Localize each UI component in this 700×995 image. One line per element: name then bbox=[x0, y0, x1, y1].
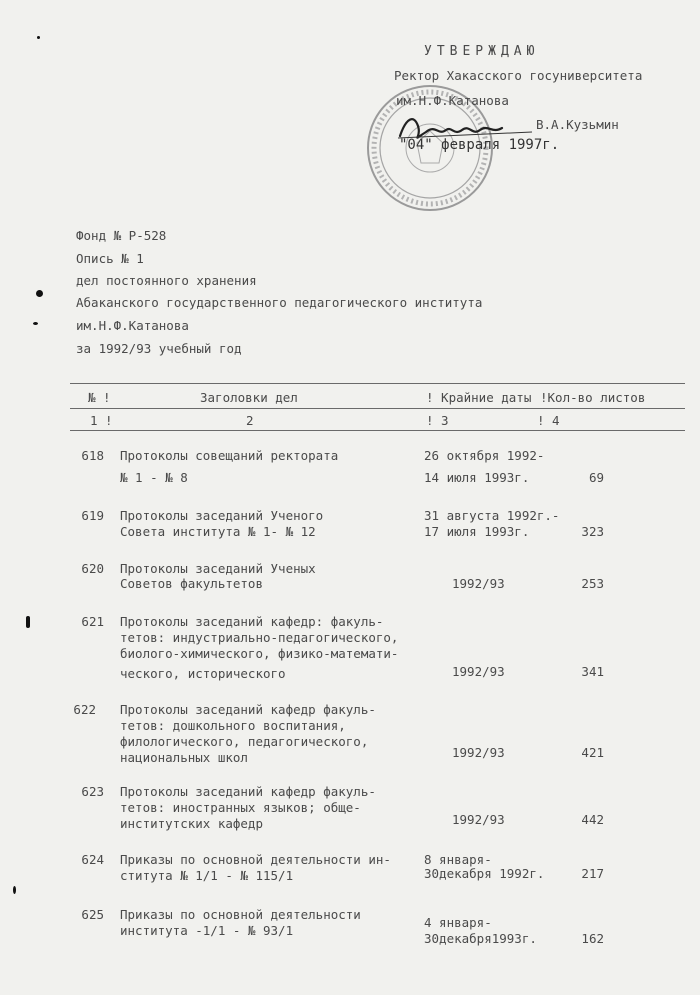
row-title-line: ститута № 1/1 - № 115/1 bbox=[120, 868, 294, 883]
row-title-line: Советов факультетов bbox=[120, 576, 263, 591]
table-mid-rule bbox=[70, 408, 685, 409]
row-number: 620 bbox=[81, 561, 104, 576]
col-header-titles: Заголовки дел bbox=[200, 390, 298, 405]
row-title-line: национальных школ bbox=[120, 750, 248, 765]
table-top-rule bbox=[70, 383, 685, 384]
row-title-line: Протоколы заседаний кафедр: факуль- bbox=[120, 614, 384, 629]
scan-speck bbox=[13, 886, 16, 894]
row-title-line: тетов: индустриально-педагогического, bbox=[120, 630, 399, 645]
row-dates-line: 1992/93 bbox=[452, 576, 505, 591]
row-sheet-count: 421 bbox=[581, 745, 604, 760]
col-index-1: 1 ! bbox=[90, 413, 113, 428]
row-number: 621 bbox=[81, 614, 104, 629]
row-sheet-count: 442 bbox=[581, 812, 604, 827]
col-header-dates: ! Крайние даты bbox=[426, 390, 532, 405]
opis-number: Опись № 1 bbox=[76, 251, 144, 266]
row-dates-line: 4 января- bbox=[424, 915, 492, 930]
row-title-line: Протоколы заседаний кафедр факуль- bbox=[120, 784, 376, 799]
row-number: 622 bbox=[73, 702, 96, 717]
scan-speck bbox=[36, 290, 43, 297]
approval-title: УТВЕРЖДАЮ bbox=[424, 44, 540, 59]
col-index-4: ! 4 bbox=[537, 413, 560, 428]
row-dates-line: 30декабря 1992г. bbox=[424, 866, 545, 881]
col-index-2: 2 bbox=[246, 413, 254, 428]
row-number: 618 bbox=[81, 448, 104, 463]
header-institute-line: Абаканского государственного педагогического института bbox=[76, 295, 483, 310]
row-sheet-count: 217 bbox=[581, 866, 604, 881]
row-dates-line: 1992/93 bbox=[452, 812, 505, 827]
col-index-3: ! 3 bbox=[426, 413, 449, 428]
header-year-line: за 1992/93 учебный год bbox=[76, 341, 242, 356]
row-title-line: Протоколы совещаний ректората bbox=[120, 448, 339, 463]
col-header-sheets: !Кол-во листов bbox=[540, 390, 646, 405]
approval-university-name: им.Н.Ф.Катанова bbox=[396, 93, 509, 108]
row-title-line: Протоколы заседаний кафедр факуль- bbox=[120, 702, 376, 717]
row-title-line: Приказы по основной деятельности ин- bbox=[120, 852, 391, 867]
scan-speck bbox=[37, 36, 40, 39]
row-dates-line: 1992/93 bbox=[452, 664, 505, 679]
table-header-bottom-rule bbox=[70, 430, 685, 431]
row-title-line: биолого-химического, физико-математи- bbox=[120, 646, 399, 661]
approval-date: "04" февраля 1997г. bbox=[399, 137, 560, 153]
row-sheet-count: 341 bbox=[581, 664, 604, 679]
row-title-line: Приказы по основной деятельности bbox=[120, 907, 361, 922]
row-title-line: ческого, исторического bbox=[120, 666, 286, 681]
row-dates-line: 26 октября 1992- bbox=[424, 448, 545, 463]
row-dates-line: 31 августа 1992г.- bbox=[424, 508, 560, 523]
row-number: 624 bbox=[81, 852, 104, 867]
approval-signer-name: В.А.Кузьмин bbox=[536, 117, 619, 132]
header-named-line: им.Н.Ф.Катанова bbox=[76, 318, 189, 333]
row-number: 619 bbox=[81, 508, 104, 523]
scan-speck bbox=[33, 322, 38, 325]
row-dates-line: 8 января- bbox=[424, 852, 492, 867]
row-number: 623 bbox=[81, 784, 104, 799]
row-sheet-count: 69 bbox=[588, 470, 604, 485]
header-storage-line: дел постоянного хранения bbox=[76, 273, 257, 288]
row-sheet-count: 162 bbox=[581, 931, 604, 946]
row-title-line: Совета института № 1- № 12 bbox=[120, 524, 316, 539]
row-title-line: института -1/1 - № 93/1 bbox=[120, 923, 294, 938]
row-sheet-count: 323 bbox=[581, 524, 604, 539]
fond-number: Фонд № Р-528 bbox=[76, 228, 167, 243]
row-dates-line: 1992/93 bbox=[452, 745, 505, 760]
row-number: 625 bbox=[81, 907, 104, 922]
approval-rector-line: Ректор Хакасского госуниверситета bbox=[394, 68, 643, 83]
row-title-line: тетов: дошкольного воспитания, bbox=[120, 718, 346, 733]
row-title-line: Протоколы заседаний Ученого bbox=[120, 508, 324, 523]
row-title-line: филологического, педагогического, bbox=[120, 734, 369, 749]
row-dates-line: 17 июля 1993г. bbox=[424, 524, 530, 539]
row-dates-line: 30декабря1993г. bbox=[424, 931, 537, 946]
col-header-number: № ! bbox=[88, 390, 111, 405]
row-sheet-count: 253 bbox=[581, 576, 604, 591]
row-title-line: институтских кафедр bbox=[120, 816, 263, 831]
row-title-line: № 1 - № 8 bbox=[120, 470, 188, 485]
row-title-line: Протоколы заседаний Ученых bbox=[120, 561, 316, 576]
row-dates-line: 14 июля 1993г. bbox=[424, 470, 530, 485]
row-title-line: тетов: иностранных языков; обще- bbox=[120, 800, 361, 815]
scan-speck bbox=[26, 616, 30, 628]
